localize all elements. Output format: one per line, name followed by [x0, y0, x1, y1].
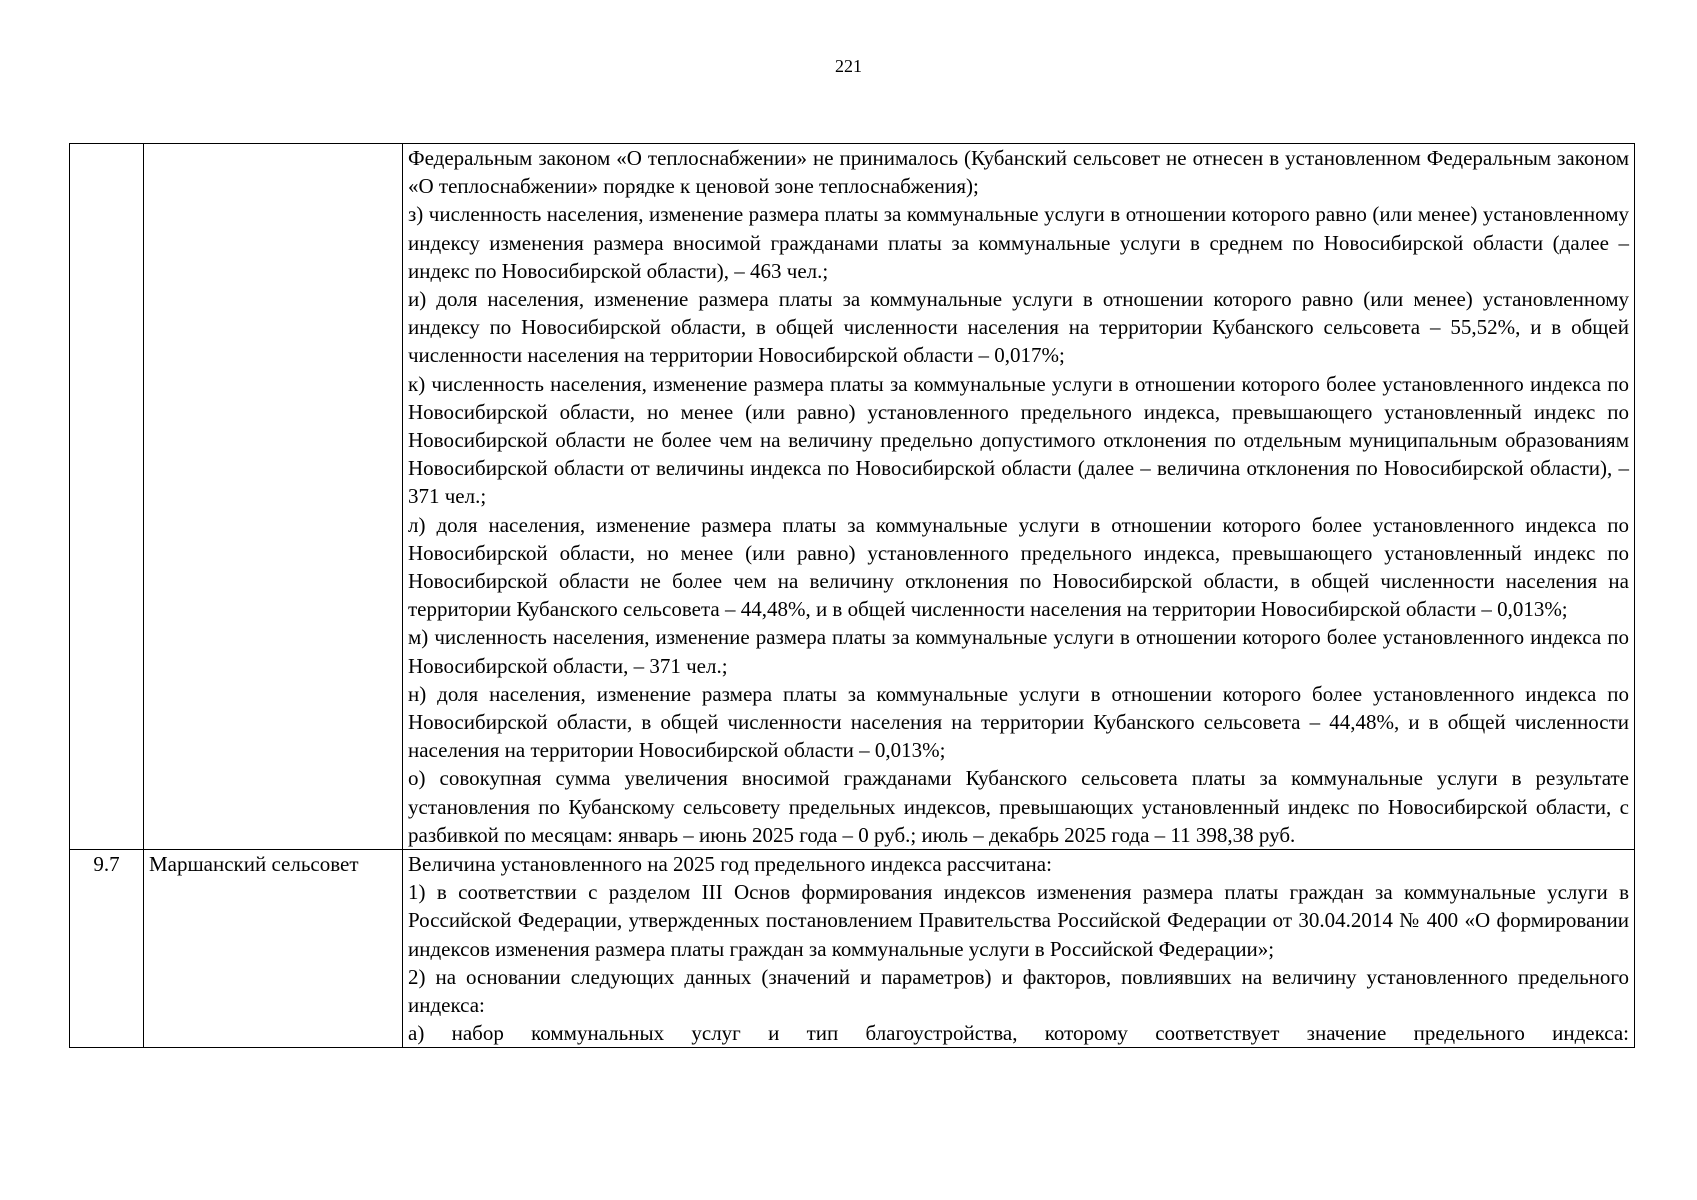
row-number-cell: [70, 144, 144, 850]
paragraph: о) совокупная сумма увеличения вносимой гражданами Кубанского сельсовета платы за коммунальные услуги в результате установления по Кубанскому сельсовету предельных индексов, превышающих установленный индекс по Новосибирской области, с разбивкой по месяцам: январь – июнь 2025 года – 0 руб.; июль – декабрь 2025 года – 11 398,38 руб.: [408, 766, 1629, 847]
municipality-name-cell: Маршанский сельсовет: [144, 850, 403, 1048]
paragraph: а) набор коммунальных услуг и тип благоустройства, которому соответствует значение предельного индекса:: [408, 1021, 1629, 1046]
paragraph: н) доля населения, изменение размера платы за коммунальные услуги в отношении которого более установленного индекса по Новосибирской области, в общей численности населения на территории Кубанского сельсовета – 44,48%, и в общей численности населения на территории Новосибирской области – 0,013%;: [408, 681, 1629, 763]
paragraph: л) доля населения, изменение размера платы за коммунальные услуги в отношении которого более установленного индекса по Новосибирской области, но менее (или равно) установленного предельного индекса, превышающего установленный индекс по Новосибирской области не более чем на величину отклонения по Новосибирской области, в общей численности населения на территории Кубанского сельсовета – 44,48%, и в общей численности населения на территории Новосибирской области – 0,013%;: [408, 512, 1629, 622]
document-table: [69, 143, 1635, 1048]
paragraph: з) численность населения, изменение размера платы за коммунальные услуги в отношении которого равно (или менее) установленному индексу изменения размера вносимой гражданами платы за коммунальные услуги в среднем по Новосибирской области (далее – индекс по Новосибирской области), – 463 чел.;: [408, 202, 1629, 283]
paragraph: Величина установленного на 2025 год предельного индекса рассчитана:: [408, 852, 1052, 877]
paragraph: и) доля населения, изменение размера платы за коммунальные услуги в отношении которого равно (или менее) установленному индексу по Новосибирской области, в общей численности населения на территории Кубанского сельсовета – 55,52%, и в общей численности населения на территории Новосибирской области – 0,017%;: [408, 287, 1629, 368]
table-row: [70, 144, 1635, 850]
paragraph: м) численность населения, изменение размера платы за коммунальные услуги в отношении которого более установленного индекса по Новосибирской области, – 371 чел.;: [408, 625, 1629, 678]
paragraph: Федеральным законом «О теплоснабжении» не принималось (Кубанский сельсовет не отнесен в установленном Федеральным законом «О теплоснабжении» порядке к ценовой зоне теплоснабжения);: [408, 146, 1629, 199]
paragraph: 2) на основании следующих данных (значений и параметров) и факторов, повлиявших на величину установленного предельного индекса:: [408, 964, 1629, 1018]
row-number-cell: 9.7: [70, 850, 144, 1048]
municipality-name-cell: [144, 144, 403, 850]
paragraph: 1) в соответствии с разделом III Основ формирования индексов изменения размера платы граждан за коммунальные услуги в Российской Федерации, утвержденных постановлением Правительства Российской Федерации от 30.04.2014 № 400 «О формировании индексов изменения размера платы граждан за коммунальные услуги в Российской Федерации»;: [408, 880, 1629, 961]
page-number: 221: [835, 56, 862, 76]
description-cell: [403, 144, 1635, 850]
paragraph: к) численность населения, изменение размера платы за коммунальные услуги в отношении которого более установленного индекса по Новосибирской области, но менее (или равно) установленного предельного индекса, превышающего установленный индекс по Новосибирской области не более чем на величину предельно допустимого отклонения по отдельным муниципальным образованиям Новосибирской области от величины индекса по Новосибирской области (далее – величина отклонения по Новосибирской области), – 371 чел.;: [408, 371, 1629, 509]
description-cell: [403, 850, 1635, 1048]
table-row: [70, 850, 1635, 1048]
